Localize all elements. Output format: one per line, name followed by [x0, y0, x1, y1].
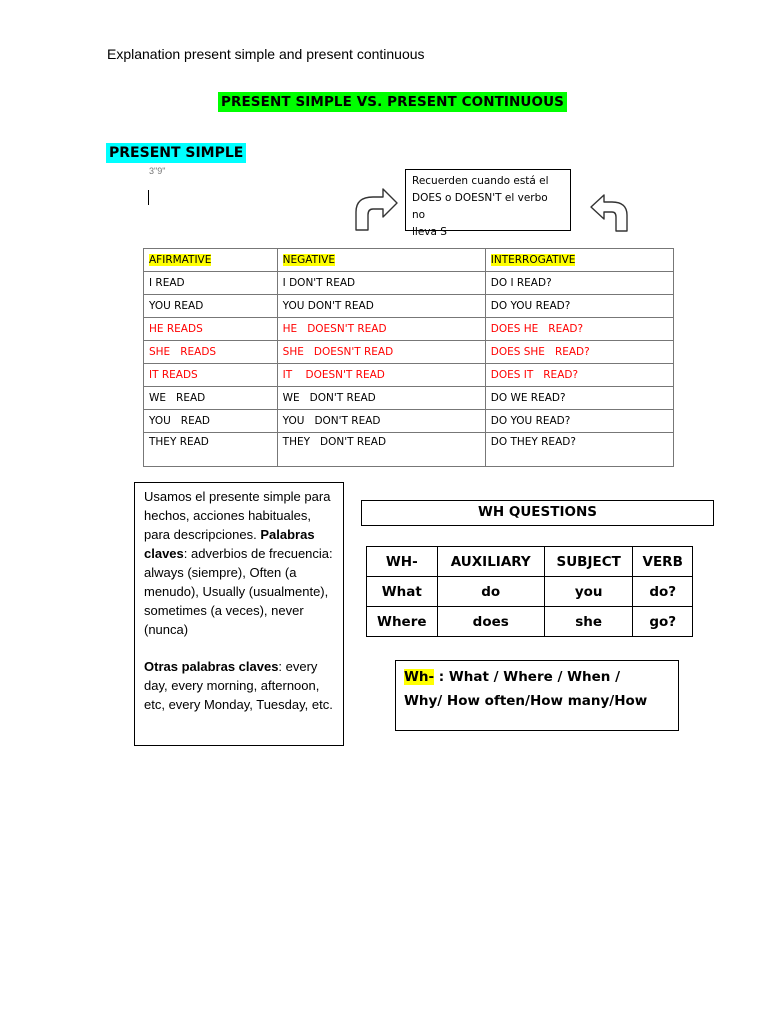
conjugation-table [143, 248, 674, 467]
table-cell: IT READS [144, 364, 278, 387]
table-cell: DO THEY READ? [485, 433, 673, 467]
table-cell: WE READ [144, 387, 278, 410]
table-cell: she [544, 607, 633, 637]
text-cursor [148, 190, 149, 205]
table-cell: HE DOESN'T READ [277, 318, 485, 341]
explanation-box [134, 482, 344, 746]
column-header: INTERROGATIVE [485, 249, 673, 272]
curved-arrow-left-icon [588, 193, 630, 233]
stray-text: 3"9" [149, 166, 166, 176]
table-cell: I DON'T READ [277, 272, 485, 295]
table-header-row [144, 249, 674, 272]
note-line: Recuerden cuando está el [412, 175, 549, 187]
table-row [144, 272, 674, 295]
table-cell: DO I READ? [485, 272, 673, 295]
table-cell: do [437, 577, 544, 607]
column-header: VERB [633, 547, 693, 577]
table-cell: THEY READ [144, 433, 278, 467]
table-cell: HE READS [144, 318, 278, 341]
section-title: PRESENT SIMPLE [106, 143, 246, 163]
column-header: WH- [367, 547, 438, 577]
table-cell: YOU DON'T READ [277, 295, 485, 318]
note-line: DOES o DOESN'T el verbo no [412, 192, 548, 221]
column-header: SUBJECT [544, 547, 633, 577]
table-row [144, 433, 674, 467]
table-cell: DO YOU READ? [485, 410, 673, 433]
explanation-paragraph: Usamos el presente simple para hechos, acciones habituales, para descripciones. Palabras claves: adverbios de frecuencia: always (siempre), Often (a menudo), Usually (usualmente), sometimes (a veces), never (nunca) [144, 489, 333, 637]
wh-words-line: : What / Where / When / [434, 669, 621, 685]
table-cell: What [367, 577, 438, 607]
table-cell: go? [633, 607, 693, 637]
table-cell: DOES SHE READ? [485, 341, 673, 364]
table-cell: YOU READ [144, 410, 278, 433]
note-box [405, 169, 571, 238]
table-row [144, 364, 674, 387]
table-cell: SHE DOESN'T READ [277, 341, 485, 364]
table-cell: YOU DON'T READ [277, 410, 485, 433]
table-row [367, 607, 693, 637]
table-cell: DO YOU READ? [485, 295, 673, 318]
table-cell: WE DON'T READ [277, 387, 485, 410]
table-cell: DOES HE READ? [485, 318, 673, 341]
table-cell: I READ [144, 272, 278, 295]
table-cell: do? [633, 577, 693, 607]
curved-arrow-right-icon [353, 186, 399, 232]
column-header: NEGATIVE [277, 249, 485, 272]
table-cell: THEY DON'T READ [277, 433, 485, 467]
table-row [144, 410, 674, 433]
table-row [144, 341, 674, 364]
main-title: PRESENT SIMPLE VS. PRESENT CONTINUOUS [218, 92, 567, 112]
wh-words-box [395, 660, 679, 731]
table-cell: DO WE READ? [485, 387, 673, 410]
table-row [367, 577, 693, 607]
table-cell: IT DOESN'T READ [277, 364, 485, 387]
table-cell: YOU READ [144, 295, 278, 318]
page-header: Explanation present simple and present continuous [107, 46, 425, 62]
note-line: lleva S [412, 226, 447, 238]
table-cell: Where [367, 607, 438, 637]
table-cell: does [437, 607, 544, 637]
table-cell: DOES IT READ? [485, 364, 673, 387]
column-header: AUXILIARY [437, 547, 544, 577]
wh-questions-title: WH QUESTIONS [361, 500, 714, 526]
wh-words-line: Why/ How often/How many/How [404, 693, 648, 709]
table-cell: you [544, 577, 633, 607]
explanation-paragraph: Otras palabras claves: every day, every morning, afternoon, etc, every Monday, Tuesday, etc. [144, 659, 333, 712]
table-cell: SHE READS [144, 341, 278, 364]
column-header: AFIRMATIVE [144, 249, 278, 272]
wh-label: Wh- [404, 669, 435, 685]
table-row [144, 387, 674, 410]
table-header-row [367, 547, 693, 577]
table-row [144, 295, 674, 318]
wh-questions-table [366, 546, 693, 637]
table-row [144, 318, 674, 341]
